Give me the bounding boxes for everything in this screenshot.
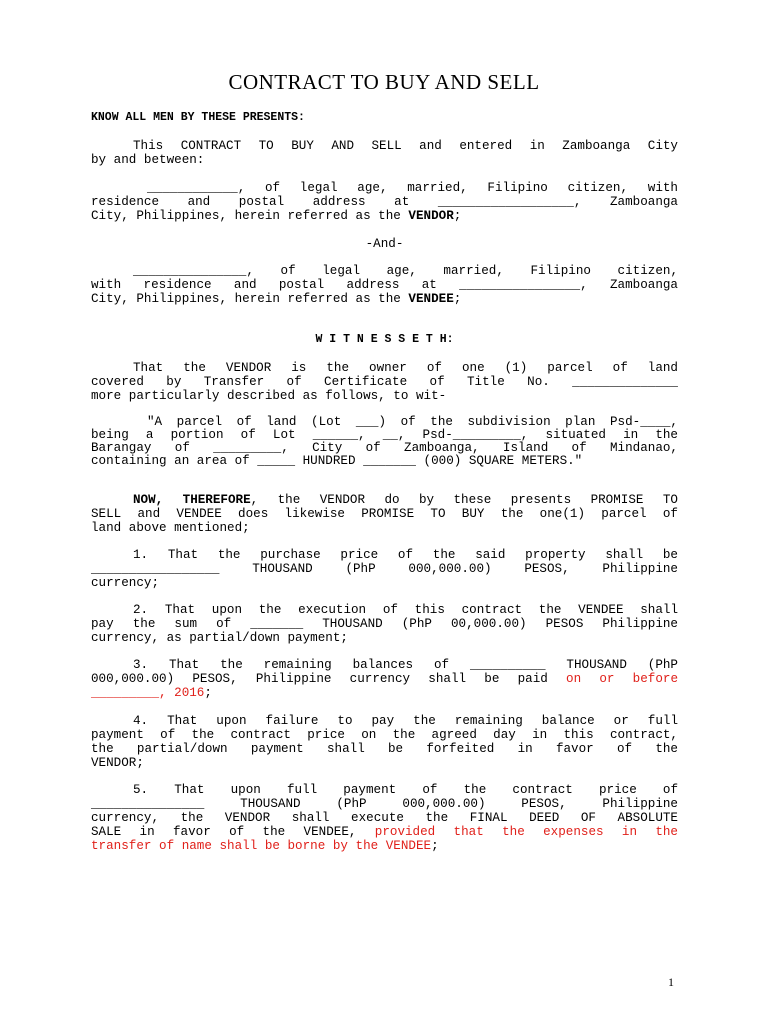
item5-line-3: currency, the VENDOR shall execute the FINAL DEED OF ABSOLUTE xyxy=(91,811,678,825)
item4-line-3: the partial/down payment shall be forfeited in favor of the xyxy=(91,742,678,756)
item5-line-1: 5. That upon full payment of the contract price of xyxy=(133,783,678,797)
and-separator: -And- xyxy=(365,237,404,251)
item5-line-2: _______________ THOUSAND (PhP 000,000.00) PESOS, Philippine xyxy=(91,797,678,811)
witnesseth-heading: W I T N E S S E T H: xyxy=(315,333,454,346)
item5-line-4: SALE in favor of the VENDEE, provided that the expenses in the xyxy=(91,825,678,839)
therefore-line-2: SELL and VENDEE does likewise PROMISE TO BUY the one(1) parcel of xyxy=(91,507,678,521)
owner-line-1: That the VENDOR is the owner of one (1) parcel of land xyxy=(133,361,678,375)
item4-line-4: VENDOR; xyxy=(91,756,144,770)
item1-line-2: _________________ THOUSAND (PhP 000,000.00) PESOS, Philippine xyxy=(91,562,678,576)
item1-line-1: 1. That the purchase price of the said property shall be xyxy=(133,548,678,562)
owner-line-2: covered by Transfer of Certificate of Title No. ______________ xyxy=(91,375,678,389)
parcel-line-2: being a portion of Lot ______, __, Psd-_________, situated in the xyxy=(91,428,678,442)
vendee-line-1: _______________, of legal age, married, Filipino citizen, xyxy=(133,264,678,278)
item2-line-2: pay the sum of _______ THOUSAND (PhP 00,000.00) PESOS Philippine xyxy=(91,617,678,631)
page-number: 1 xyxy=(668,975,674,989)
vendor-term: VENDOR xyxy=(408,209,454,223)
item2-line-3: currency, as partial/down payment; xyxy=(91,631,348,645)
intro-line-2: by and between: xyxy=(91,153,205,167)
vendor-line-2: residence and postal address at __________________, Zamboanga xyxy=(91,195,678,209)
document-title: CONTRACT TO BUY AND SELL xyxy=(228,70,540,94)
owner-line-3: more particularly described as follows, to wit- xyxy=(91,389,447,403)
therefore-line-3: land above mentioned; xyxy=(91,521,250,535)
item4-line-1: 4. That upon failure to pay the remaining balance or full xyxy=(133,714,678,728)
presents-heading: KNOW ALL MEN BY THESE PRESENTS: xyxy=(91,111,305,124)
parcel-line-3: Barangay of _________, City of Zamboanga, Island of Mindanao, xyxy=(91,441,678,455)
therefore-line-1: NOW, THEREFORE, the VENDOR do by these presents PROMISE TO xyxy=(133,493,678,507)
item4-line-2: payment of the contract price on the agreed day in this contract, xyxy=(91,728,678,742)
intro-line-1: This CONTRACT TO BUY AND SELL and entered in Zamboanga City xyxy=(133,139,678,153)
item5-line-5: transfer of name shall be borne by the VENDEE; xyxy=(91,839,439,853)
vendee-term: VENDEE xyxy=(408,292,454,306)
vendee-line-3: City, Philippines, herein referred as the VENDEE; xyxy=(91,292,462,306)
item3-line-1: 3. That the remaining balances of __________ THOUSAND (PhP xyxy=(133,658,678,672)
parcel-line-1: "A parcel of land (Lot ___) of the subdivision plan Psd-____, xyxy=(147,415,678,429)
item1-line-3: currency; xyxy=(91,576,160,590)
vendee-line-2: with residence and postal address at ________________, Zamboanga xyxy=(91,278,678,292)
vendor-line-3: City, Philippines, herein referred as the VENDOR; xyxy=(91,209,462,223)
item2-line-1: 2. That upon the execution of this contract the VENDEE shall xyxy=(133,603,678,617)
vendor-line-1: ____________, of legal age, married, Filipino citizen, with xyxy=(147,181,678,195)
item3-line-3: _________, 2016; xyxy=(91,686,212,700)
item3-line-2: 000,000.00) PESOS, Philippine currency shall be paid on or before xyxy=(91,672,678,686)
parcel-line-4: containing an area of _____ HUNDRED _______ (000) SQUARE METERS." xyxy=(91,454,583,468)
